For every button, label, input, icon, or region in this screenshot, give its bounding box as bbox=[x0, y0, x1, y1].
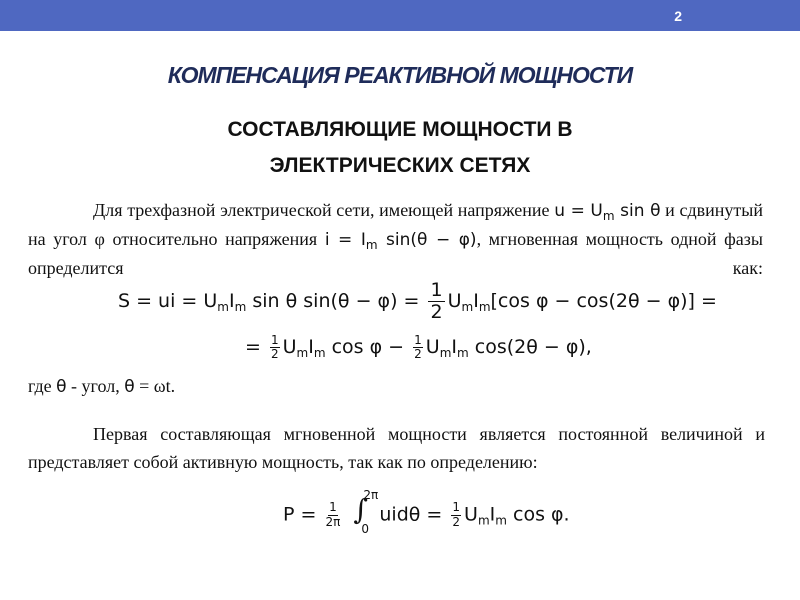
slide-subtitle bbox=[0, 112, 800, 184]
integral-symbol: ∫ 2π 0 bbox=[353, 488, 379, 536]
fraction: $\frac{1}{2}$ bbox=[414, 333, 422, 362]
subtitle-line-2: ЭЛЕКТРИЧЕСКИХ СЕТЯХ bbox=[269, 154, 531, 177]
header-bar bbox=[0, 0, 800, 31]
paragraph-intro bbox=[28, 196, 763, 282]
formula-voltage: $u = U_m$ sin θ bbox=[554, 201, 661, 223]
equation-active-power: P = $\frac{1}{2\pi}$ ∫ 2π 0 uidθ = $\frac{1}{2}$ $U_mI_m$ cos φ. bbox=[283, 488, 570, 536]
fraction: $\frac{1}{2}$ bbox=[270, 333, 279, 362]
fraction: $\frac{1}{2}$ bbox=[452, 500, 461, 529]
fraction: $\frac{1}{2\pi}$ bbox=[325, 500, 341, 529]
equation-power-2: = $\frac{1}{2}$ $U_mI_m$ cos φ − $\frac{1}{2}$ $U_mI_m$ cos(2θ − φ), bbox=[245, 333, 592, 362]
slide-title: КОМПЕНСАЦИЯ РЕАКТИВНОЙ МОЩНОСТИ bbox=[167, 62, 633, 88]
formula-current: $i = I_m$ sin(θ − φ) bbox=[324, 230, 477, 252]
intro-text-3: , мгновенная мощность одной фазы определится как: bbox=[28, 229, 763, 278]
definition-line: где θ - угол, θ = ωt. bbox=[28, 376, 176, 397]
paragraph-active-power: Первая составляющая мгновенной мощности является постоянной величиной и представляет собой активную мощность, так как по определению: bbox=[28, 424, 765, 472]
equation-power-1: S = ui = $U_mI_m$ sin θ sin(θ − φ) = $\frac{1}{2}$ $U_mI_m[\cos$ φ − cos(2θ − φ)] = bbox=[118, 279, 717, 323]
page-number: 2 bbox=[674, 8, 682, 24]
intro-text-2: и сдвинутый на угол φ относительно напряжения bbox=[28, 200, 763, 249]
intro-text-1: Для трехфазной электрической сети, имеющей напряжение bbox=[93, 200, 550, 220]
fraction: $\frac{1}{2}$ bbox=[430, 279, 443, 323]
subtitle-line-1: СОСТАВЛЯЮЩИЕ МОЩНОСТИ В bbox=[227, 118, 573, 141]
